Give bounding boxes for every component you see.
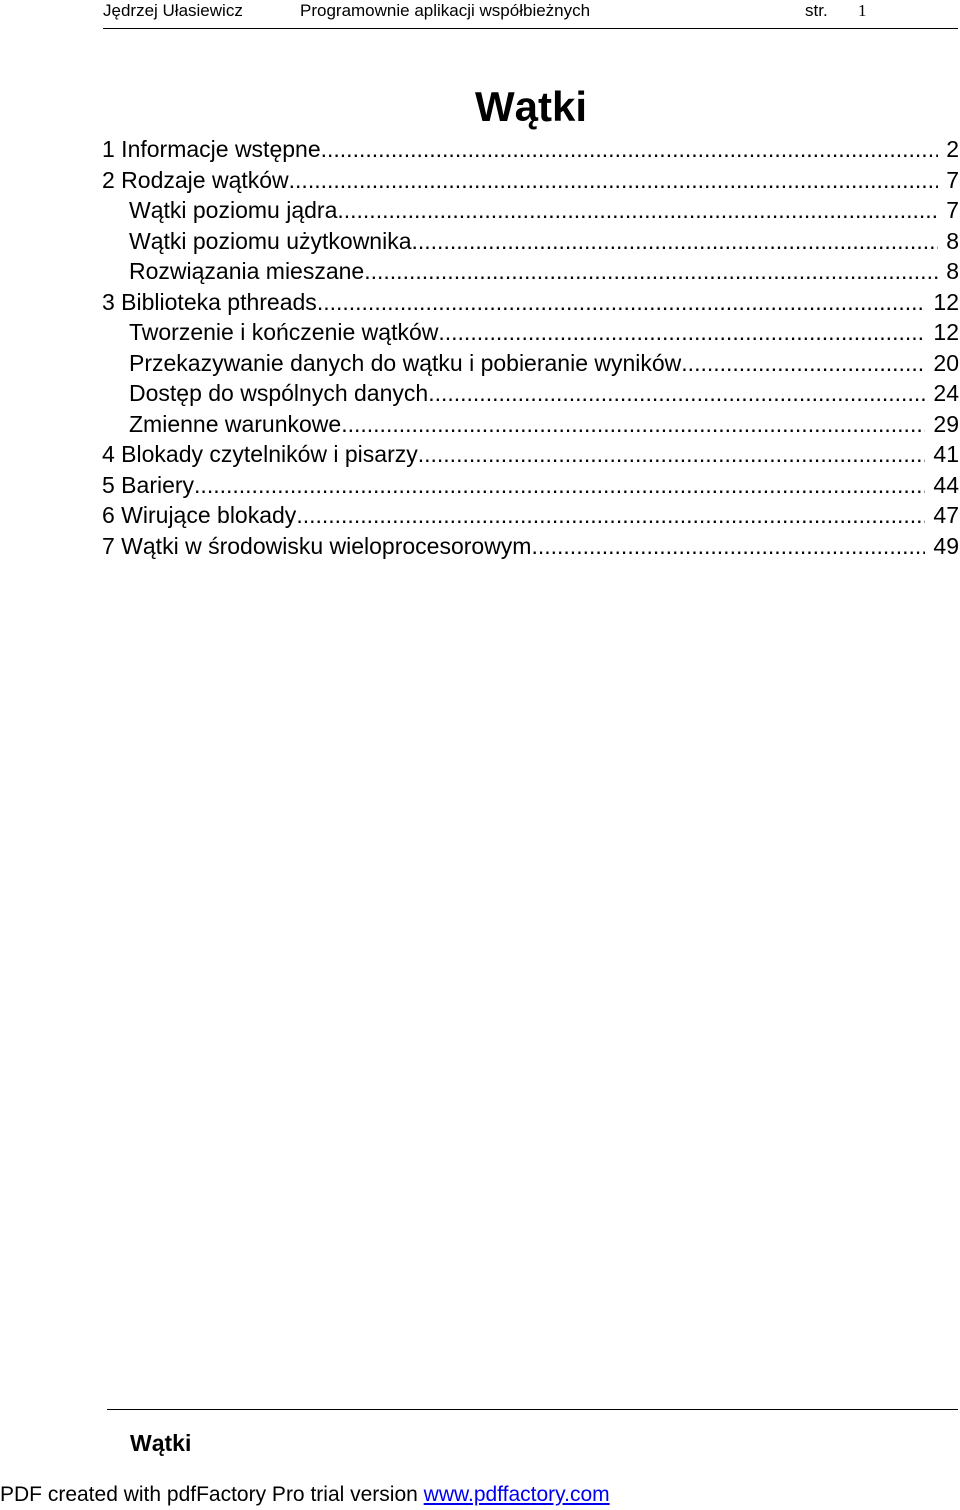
- toc-entry-page: 41: [933, 441, 959, 467]
- toc-entry-label: 7 Wątki w środowisku wieloprocesorowym: [102, 532, 532, 559]
- toc-dot-leader: [438, 317, 925, 348]
- toc-entry[interactable]: [102, 439, 959, 470]
- toc-entry-label: Tworzenie i kończenie wątków: [129, 319, 439, 345]
- toc-entry-label: Dostęp do wspólnych danych: [129, 380, 429, 406]
- toc-dot-leader: [412, 226, 939, 257]
- toc-entry[interactable]: [102, 256, 959, 287]
- toc-entry-page: 8: [946, 258, 959, 284]
- toc-entry-page: 47: [933, 502, 959, 528]
- toc-entry[interactable]: [102, 287, 959, 318]
- toc-entry-page: 2: [946, 136, 959, 162]
- toc-dot-leader: [321, 134, 939, 165]
- toc-dot-leader: [296, 500, 925, 531]
- toc-entry-page: 24: [933, 380, 959, 406]
- pdffactory-link[interactable]: www.pdffactory.com: [423, 1483, 610, 1506]
- toc-entry-page: 12: [933, 288, 959, 315]
- toc-entry-label: 5 Bariery: [102, 471, 195, 498]
- toc-dot-leader: [428, 378, 925, 409]
- toc-entry-label: 3 Biblioteka pthreads: [102, 288, 317, 315]
- toc-entry-label: Rozwiązania mieszane: [129, 258, 365, 284]
- table-of-contents: [102, 134, 959, 561]
- toc-entry-label: 6 Wirujące blokady: [102, 502, 297, 528]
- toc-entry[interactable]: [102, 165, 959, 196]
- toc-dot-leader: [531, 531, 925, 562]
- toc-dot-leader: [341, 409, 925, 440]
- pdf-creator-note: [0, 1481, 610, 1509]
- toc-entry-page: 44: [933, 471, 959, 498]
- toc-entry-label: Wątki poziomu użytkownika: [129, 227, 412, 254]
- page-header: [103, 0, 958, 29]
- toc-dot-leader: [317, 287, 926, 318]
- footer-title: Wątki: [130, 1430, 192, 1456]
- footer-divider: [107, 1409, 958, 1410]
- header-author: Jędrzej Ułasiewicz: [103, 1, 243, 20]
- toc-entry-label: Wątki poziomu jądra: [129, 197, 338, 223]
- toc-entry-label: 1 Informacje wstępne: [102, 136, 321, 162]
- toc-entry[interactable]: [102, 378, 959, 409]
- toc-entry-page: 49: [933, 532, 959, 559]
- toc-dot-leader: [681, 348, 925, 379]
- toc-entry-label: 2 Rodzaje wątków: [102, 166, 289, 193]
- toc-entry[interactable]: [102, 134, 959, 165]
- toc-entry-page: 29: [933, 410, 959, 437]
- toc-entry[interactable]: [102, 226, 959, 257]
- toc-entry-page: 7: [946, 166, 959, 193]
- toc-entry-label: Przekazywanie danych do wątku i pobieranie wyników: [129, 349, 682, 376]
- toc-dot-leader: [194, 470, 925, 501]
- toc-entry[interactable]: [102, 348, 959, 379]
- toc-entry[interactable]: [102, 409, 959, 440]
- toc-entry[interactable]: [102, 470, 959, 501]
- toc-entry[interactable]: [102, 195, 959, 226]
- toc-dot-leader: [289, 165, 939, 196]
- toc-entry-label: 4 Blokady czytelników i pisarzy: [102, 441, 418, 467]
- header-course-title: Programownie aplikacji współbieżnych: [300, 1, 591, 20]
- header-page-number: 1: [858, 1, 867, 20]
- toc-entry-page: 8: [946, 227, 959, 254]
- toc-dot-leader: [337, 195, 938, 226]
- toc-entry[interactable]: [102, 317, 959, 348]
- toc-entry-page: 20: [933, 349, 959, 376]
- toc-entry-label: Zmienne warunkowe: [129, 410, 342, 437]
- toc-dot-leader: [418, 439, 926, 470]
- header-page-label: str.: [805, 1, 828, 20]
- toc-entry-page: 7: [946, 197, 959, 223]
- toc-dot-leader: [364, 256, 938, 287]
- pdf-note-text: PDF created with pdfFactory Pro trial version: [0, 1483, 424, 1506]
- document-title: Wątki: [474, 83, 587, 130]
- toc-entry-page: 12: [933, 319, 959, 345]
- toc-entry[interactable]: [102, 500, 959, 531]
- toc-entry[interactable]: [102, 531, 959, 562]
